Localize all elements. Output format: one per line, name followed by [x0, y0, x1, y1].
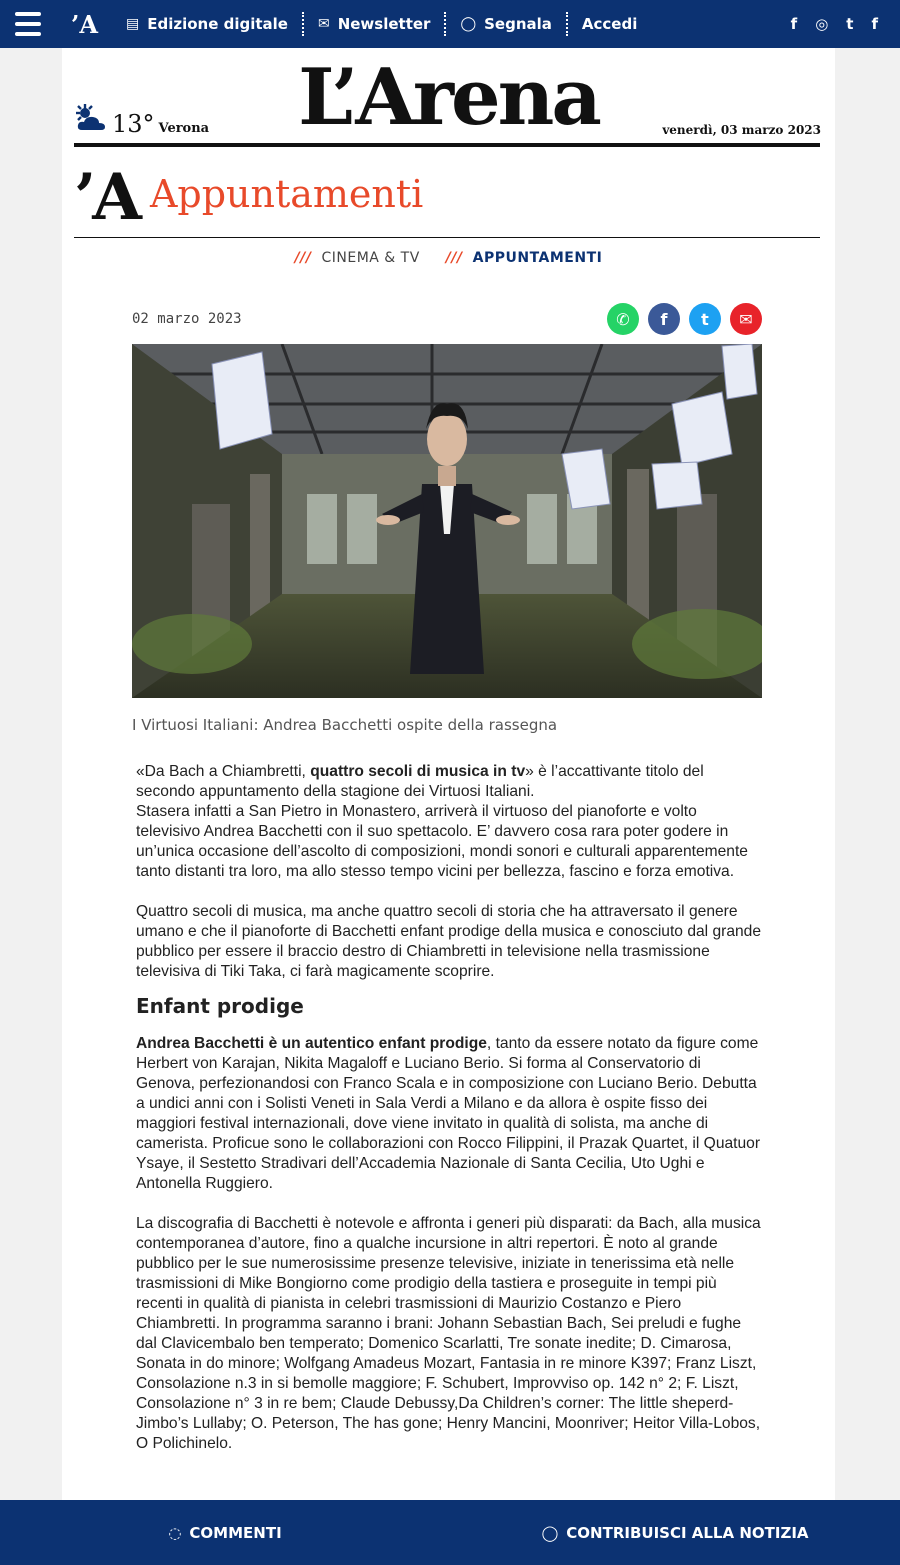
paragraph-text: «Da Bach a Chiambretti, — [136, 763, 311, 780]
envelope-icon: ✉ — [317, 16, 330, 32]
whatsapp-icon: ◯ — [541, 1523, 559, 1542]
section-title[interactable]: Appuntamenti — [149, 171, 424, 216]
top-navigation-bar — [0, 0, 900, 48]
twitter-share-icon[interactable]: t — [689, 303, 721, 335]
masthead-divider — [74, 143, 820, 147]
weather-city: Verona — [158, 121, 210, 136]
paragraph — [136, 1034, 762, 1194]
nav-accedi[interactable] — [568, 12, 651, 36]
whatsapp-icon: ◯ — [460, 16, 477, 32]
nav-label: Segnala — [484, 15, 552, 33]
facebook-icon[interactable]: f — [871, 15, 878, 33]
breadcrumb-label: CINEMA & TV — [321, 250, 420, 266]
breadcrumb-appuntamenti[interactable] — [446, 250, 603, 266]
nav-segnala[interactable] — [446, 12, 565, 36]
speech-bubble-icon: ◌ — [168, 1523, 182, 1542]
newspaper-icon: ▤ — [125, 16, 140, 32]
nav-label: Edizione digitale — [147, 15, 288, 33]
email-share-icon[interactable]: ✉ — [730, 303, 762, 335]
instagram-icon[interactable]: ◎ — [815, 15, 829, 33]
temperature: 13° — [112, 110, 155, 138]
section-header — [74, 158, 820, 238]
comments-button[interactable] — [0, 1500, 450, 1565]
top-nav — [112, 0, 651, 48]
paragraph — [136, 762, 762, 882]
article-meta — [132, 302, 762, 336]
top-logo[interactable]: ’A — [71, 9, 98, 39]
social-links — [791, 15, 878, 33]
share-buttons — [607, 303, 762, 335]
contribute-label: CONTRIBUISCI ALLA NOTIZIA — [566, 1523, 809, 1542]
breadcrumb-label: APPUNTAMENTI — [472, 250, 603, 266]
article-subheading: Enfant prodige — [136, 994, 304, 1018]
paragraph-text: , tanto da essere notato da figure come Herbert von Karajan, Nikita Magaloff e Luciano Berio. Si forma al Conservatorio di Genova, perfezionandosi con Franco Scala e in composizione con Luciano Berio. Debutta a undici anni con i Solisti Veneti in Sala Verdi a Milano e da allora è ospite fisso dei maggiori festival internazionali, dove viene invitato in qualità di solista, ma anche di camerista. Proficue sono le collaborazioni con Rocco Filippini, il Prazak Quartet, il Quatuor Ysaye, il Sestetto Stradivari dell’Accademia Nazionale di Santa Cecilia, Uto Ughi e Antonella Ruggiero. — [136, 1035, 761, 1192]
highlight-text: quattro secoli di musica in tv — [310, 763, 526, 780]
article-body — [136, 762, 762, 1474]
breadcrumb — [62, 250, 835, 266]
paragraph: La discografia di Bacchetti è notevole e affronta i generi più disparati: da Bach, alla musica contemporanea d’autore, fino a qualche incursione in altri repertori. È noto al grande pubblico per le sue numerosissime presenze televisive, iniziate in tenerissima età nelle trasmissioni di Mike Bongiorno come prodigio della tastiera e proseguite in tempi più recenti in qualità di pianista in celebri trasmissioni di Maurizio Costanzo e Piero Chiambretti. In programma saranno i brani: Johann Sebastian Bach, Sei preludi e fughe dal Clavicembalo ben temperato; Domenico Scarlatti, Tre sonate inedite; D. Cimarosa, Sonata in do minore; Wolfgang Amadeus Mozart, Fantasia in re minore K397; Franz Liszt, Consolazione n.3 in si bemolle maggiore; F. Schubert, Improvviso op. 142 n° 2; F. Liszt, Consolazione n° 3 in re bem; Claude Debussy,Da Children’s corner: The little sheperd- Jimbo’s Lullaby; O. Peterson, The has gone; Henry Mancini, Moonriver; Heitor Villa-Lobos, O Polichinelo. — [136, 1215, 761, 1452]
twitter-icon[interactable]: t — [846, 15, 854, 33]
current-date: venerdì, 03 marzo 2023 — [662, 123, 821, 137]
contribute-button[interactable] — [450, 1500, 900, 1565]
article-date: 02 marzo 2023 — [132, 311, 242, 327]
article-hero-image[interactable] — [132, 344, 762, 698]
menu-icon[interactable] — [15, 12, 41, 36]
facebook-share-icon[interactable]: f — [648, 303, 680, 335]
masthead — [62, 48, 835, 146]
site-logo[interactable]: L’Arena — [298, 52, 599, 143]
nav-label: Newsletter — [337, 15, 431, 33]
paragraph-text: Stasera infatti a San Pietro in Monastero, arriverà il virtuoso del pianoforte e volto televisivo Andrea Bacchetti con il suo spettacolo. E’ davvero cosa rara poter godere in un’unica occasione dell’ascolto di composizioni, mondi sonori e culturali apparentemente tanto distanti tra loro, ma allo stesso tempo vicini per bellezza, fascino e forza emotiva. — [136, 803, 748, 880]
paragraph-text: » è l’accattivante titolo del secondo appuntamento della stagione dei Virtuosi Italiani. — [136, 763, 704, 800]
nav-newsletter[interactable] — [304, 12, 444, 36]
nav-label: Accedi — [581, 15, 638, 33]
paragraph: Quattro secoli di musica, ma anche quattro secoli di storia che ha attraversato il genere umano e che il pianoforte di Bacchetti enfant prodige della musica e conosciuto dal grande pubblico per essere il braccio destro di Chiambretti in televisione nella trasmissione televisiva di Tiki Taka, ci farà magicamente scoprire. — [136, 903, 762, 980]
facebook-icon[interactable]: f — [790, 15, 798, 33]
whatsapp-share-icon[interactable]: ✆ — [607, 303, 639, 335]
breadcrumb-cinema-tv[interactable] — [295, 250, 420, 266]
hero-illustration — [132, 344, 762, 698]
slashes-icon: /// — [294, 250, 312, 266]
bottom-action-bar — [0, 1500, 900, 1565]
slashes-icon: /// — [445, 250, 463, 266]
highlight-text: Andrea Bacchetti è un autentico enfant prodige — [136, 1035, 487, 1052]
section-logo: ’A — [74, 159, 138, 235]
comments-label: COMMENTI — [189, 1523, 282, 1542]
image-caption: I Virtuosi Italiani: Andrea Bacchetti ospite della rassegna — [132, 716, 558, 734]
nav-edizione-digitale[interactable] — [112, 12, 302, 36]
page-content — [62, 48, 835, 1500]
